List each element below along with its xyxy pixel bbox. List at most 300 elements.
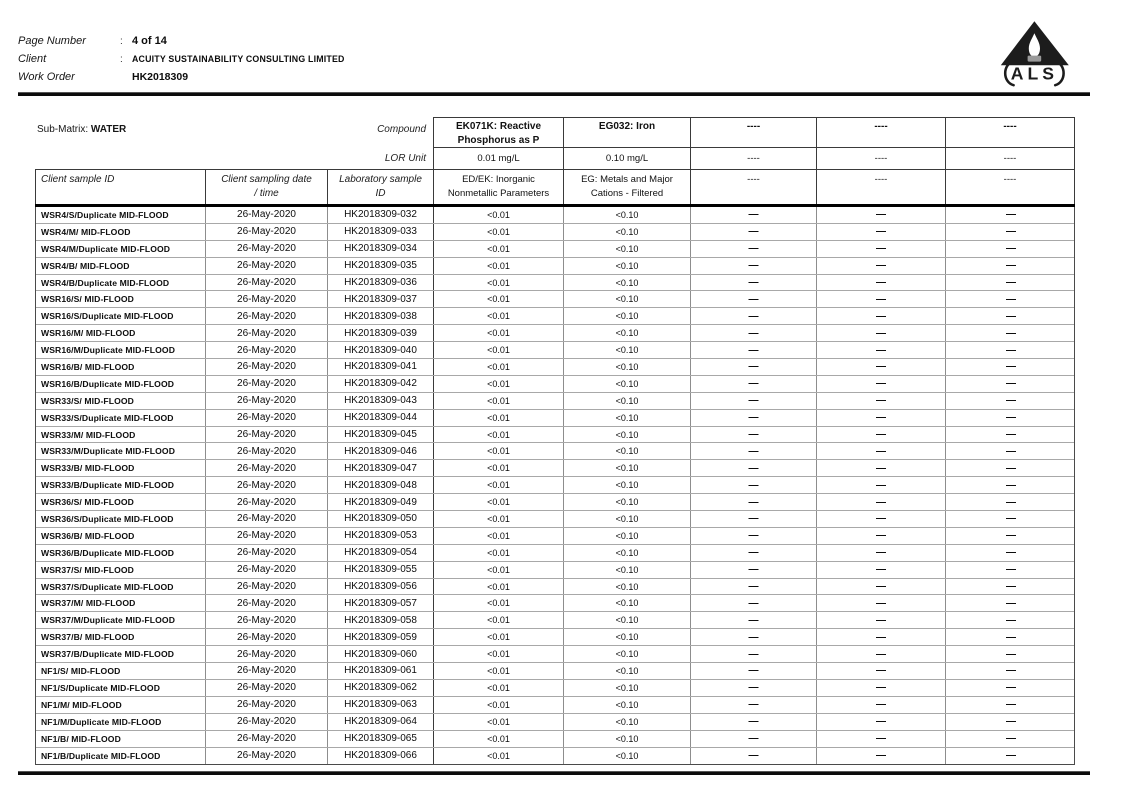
empty-result-cell: — bbox=[1006, 361, 1016, 373]
sample-id-cell: WSR16/M/ MID-FLOOD bbox=[36, 325, 206, 341]
lab-sample-id-header-line2: ID bbox=[375, 188, 386, 199]
sampling-date-cell: 26-May-2020 bbox=[206, 545, 328, 561]
empty-result-cell: — bbox=[817, 427, 946, 443]
iron-result-cell: <0.10 bbox=[564, 275, 691, 291]
empty-result-cell: — bbox=[1006, 530, 1016, 542]
footer-rule bbox=[18, 771, 1090, 775]
sampling-date-cell: 26-May-2020 bbox=[206, 443, 328, 459]
lab-sample-id-header bbox=[328, 170, 434, 204]
table-row bbox=[36, 376, 1074, 393]
client-label: Client bbox=[18, 53, 47, 65]
empty-result-cell: — bbox=[1006, 614, 1016, 626]
sample-id-cell: NF1/S/ MID-FLOOD bbox=[36, 663, 206, 679]
empty-result-cell: — bbox=[691, 629, 817, 645]
table-row bbox=[36, 207, 1074, 224]
iron-result-cell: <0.10 bbox=[564, 748, 691, 765]
table-row bbox=[36, 410, 1074, 427]
lab-sample-id-cell: HK2018309-064 bbox=[328, 714, 434, 730]
lab-sample-id-cell: HK2018309-033 bbox=[328, 224, 434, 240]
empty-result-cell: — bbox=[691, 545, 817, 561]
sample-id-cell: WSR33/M/Duplicate MID-FLOOD bbox=[36, 443, 206, 459]
iron-result-cell: <0.10 bbox=[564, 680, 691, 696]
lor-header-5: ---- bbox=[945, 147, 1075, 169]
sampling-date-cell: 26-May-2020 bbox=[206, 646, 328, 662]
empty-result-cell: — bbox=[691, 697, 817, 713]
empty-result-cell: — bbox=[1006, 209, 1016, 221]
empty-result-cell: — bbox=[1006, 429, 1016, 441]
empty-result-cell: — bbox=[817, 376, 946, 392]
table-row bbox=[36, 443, 1074, 460]
sample-id-cell: NF1/B/ MID-FLOOD bbox=[36, 731, 206, 747]
table-body bbox=[35, 207, 1075, 765]
empty-result-cell: — bbox=[691, 325, 817, 341]
sampling-date-cell: 26-May-2020 bbox=[206, 410, 328, 426]
sample-id-cell: WSR33/S/ MID-FLOOD bbox=[36, 393, 206, 409]
lab-sample-id-cell: HK2018309-065 bbox=[328, 731, 434, 747]
empty-result-cell: — bbox=[691, 275, 817, 291]
empty-result-cell: — bbox=[817, 359, 946, 375]
empty-result-cell: — bbox=[1006, 699, 1016, 711]
sample-id-cell: WSR4/M/ MID-FLOOD bbox=[36, 224, 206, 240]
sub-matrix bbox=[37, 124, 126, 135]
empty-result-cell: — bbox=[691, 224, 817, 240]
method-group-header-5: ---- bbox=[945, 169, 1075, 204]
sample-id-cell: WSR37/M/Duplicate MID-FLOOD bbox=[36, 612, 206, 628]
empty-result-cell: — bbox=[817, 612, 946, 628]
sampling-date-cell: 26-May-2020 bbox=[206, 477, 328, 493]
phosphorus-result-cell: <0.01 bbox=[434, 663, 564, 679]
iron-result-cell: <0.10 bbox=[564, 224, 691, 240]
iron-result-cell: <0.10 bbox=[564, 443, 691, 459]
table-row bbox=[36, 393, 1074, 410]
work-order-label: Work Order bbox=[18, 71, 75, 83]
empty-result-cell: — bbox=[691, 579, 817, 595]
empty-result-cell: — bbox=[817, 545, 946, 561]
lab-sample-id-cell: HK2018309-032 bbox=[328, 207, 434, 223]
iron-result-cell: <0.10 bbox=[564, 359, 691, 375]
lab-sample-id-cell: HK2018309-049 bbox=[328, 494, 434, 510]
table-row bbox=[36, 697, 1074, 714]
table-row bbox=[36, 291, 1074, 308]
table-row bbox=[36, 494, 1074, 511]
lab-sample-id-cell: HK2018309-047 bbox=[328, 460, 434, 476]
client-row bbox=[18, 52, 718, 67]
empty-result-cell: — bbox=[691, 359, 817, 375]
compound-header-3: ---- bbox=[690, 117, 816, 147]
sample-id-cell: WSR4/M/Duplicate MID-FLOOD bbox=[36, 241, 206, 257]
phosphorus-result-cell: <0.01 bbox=[434, 748, 564, 765]
empty-result-cell: — bbox=[691, 562, 817, 578]
lab-sample-id-cell: HK2018309-066 bbox=[328, 748, 434, 765]
empty-result-cell: — bbox=[817, 308, 946, 324]
phosphorus-result-cell: <0.01 bbox=[434, 646, 564, 662]
sample-id-cell: WSR36/S/ MID-FLOOD bbox=[36, 494, 206, 510]
sampling-date-cell: 26-May-2020 bbox=[206, 731, 328, 747]
header-meta-area bbox=[35, 117, 433, 169]
phosphorus-result-cell: <0.01 bbox=[434, 376, 564, 392]
id-column-headers bbox=[35, 169, 433, 204]
empty-result-cell: — bbox=[817, 207, 946, 223]
sample-id-cell: NF1/S/Duplicate MID-FLOOD bbox=[36, 680, 206, 696]
phosphorus-result-cell: <0.01 bbox=[434, 545, 564, 561]
compound-header-2: EG032: Iron bbox=[563, 117, 690, 147]
empty-result-cell: — bbox=[1006, 547, 1016, 559]
phosphorus-result-cell: <0.01 bbox=[434, 342, 564, 358]
phosphorus-result-cell: <0.01 bbox=[434, 714, 564, 730]
compound-header-5: ---- bbox=[945, 117, 1075, 147]
phosphorus-result-cell: <0.01 bbox=[434, 291, 564, 307]
empty-result-cell: — bbox=[1006, 378, 1016, 390]
empty-result-cell: — bbox=[691, 376, 817, 392]
lab-sample-id-cell: HK2018309-060 bbox=[328, 646, 434, 662]
empty-result-cell: — bbox=[817, 258, 946, 274]
lab-sample-id-cell: HK2018309-036 bbox=[328, 275, 434, 291]
empty-result-cell: — bbox=[817, 393, 946, 409]
iron-result-cell: <0.10 bbox=[564, 393, 691, 409]
iron-result-cell: <0.10 bbox=[564, 528, 691, 544]
sampling-date-cell: 26-May-2020 bbox=[206, 376, 328, 392]
sample-id-cell: WSR4/S/Duplicate MID-FLOOD bbox=[36, 207, 206, 223]
phosphorus-result-cell: <0.01 bbox=[434, 443, 564, 459]
empty-result-cell: — bbox=[1006, 243, 1016, 255]
empty-result-cell: — bbox=[817, 562, 946, 578]
empty-result-cell: — bbox=[817, 714, 946, 730]
phosphorus-result-cell: <0.01 bbox=[434, 258, 564, 274]
sampling-date-cell: 26-May-2020 bbox=[206, 258, 328, 274]
lab-sample-id-cell: HK2018309-043 bbox=[328, 393, 434, 409]
sample-id-cell: NF1/M/ MID-FLOOD bbox=[36, 697, 206, 713]
empty-result-cell: — bbox=[691, 241, 817, 257]
als-burner-icon bbox=[1028, 56, 1042, 62]
empty-result-cell: — bbox=[817, 579, 946, 595]
client-sample-id-header-text: Client sample ID bbox=[41, 174, 115, 185]
iron-result-cell: <0.10 bbox=[564, 207, 691, 223]
table-row bbox=[36, 342, 1074, 359]
sample-id-cell: WSR37/M/ MID-FLOOD bbox=[36, 595, 206, 611]
sample-id-cell: WSR16/B/Duplicate MID-FLOOD bbox=[36, 376, 206, 392]
lab-sample-id-cell: HK2018309-035 bbox=[328, 258, 434, 274]
lab-sample-id-cell: HK2018309-048 bbox=[328, 477, 434, 493]
empty-result-cell: — bbox=[691, 258, 817, 274]
empty-result-cell: — bbox=[691, 443, 817, 459]
sampling-date-cell: 26-May-2020 bbox=[206, 595, 328, 611]
separator-colon: : bbox=[120, 54, 123, 65]
empty-result-cell: — bbox=[817, 275, 946, 291]
sampling-date-header-line2: / time bbox=[254, 188, 279, 199]
phosphorus-result-cell: <0.01 bbox=[434, 460, 564, 476]
method-group-header-2: EG: Metals and Major Cations - Filtered bbox=[563, 169, 690, 204]
table-row bbox=[36, 511, 1074, 528]
empty-result-cell: — bbox=[691, 680, 817, 696]
phosphorus-result-cell: <0.01 bbox=[434, 579, 564, 595]
phosphorus-result-cell: <0.01 bbox=[434, 275, 564, 291]
empty-result-cell: — bbox=[817, 460, 946, 476]
table-row bbox=[36, 629, 1074, 646]
sampling-date-cell: 26-May-2020 bbox=[206, 663, 328, 679]
empty-result-cell: — bbox=[1006, 412, 1016, 424]
lab-sample-id-header-line1: Laboratory sample bbox=[339, 174, 422, 185]
phosphorus-result-cell: <0.01 bbox=[434, 697, 564, 713]
lor-header-1: 0.01 mg/L bbox=[433, 147, 563, 169]
als-logo-graphic bbox=[992, 8, 1080, 92]
client-value: ACUITY SUSTAINABILITY CONSULTING LIMITED bbox=[132, 54, 345, 64]
empty-result-cell: — bbox=[817, 663, 946, 679]
empty-result-cell: — bbox=[1006, 665, 1016, 677]
empty-result-cell: — bbox=[1006, 564, 1016, 576]
sample-id-cell: WSR36/B/ MID-FLOOD bbox=[36, 528, 206, 544]
table-row bbox=[36, 731, 1074, 748]
sampling-date-cell: 26-May-2020 bbox=[206, 579, 328, 595]
phosphorus-result-cell: <0.01 bbox=[434, 359, 564, 375]
empty-result-cell: — bbox=[817, 410, 946, 426]
phosphorus-result-cell: <0.01 bbox=[434, 427, 564, 443]
phosphorus-result-cell: <0.01 bbox=[434, 410, 564, 426]
phosphorus-result-cell: <0.01 bbox=[434, 511, 564, 527]
lab-sample-id-cell: HK2018309-053 bbox=[328, 528, 434, 544]
table-row bbox=[36, 579, 1074, 596]
phosphorus-result-cell: <0.01 bbox=[434, 207, 564, 223]
empty-result-cell: — bbox=[691, 494, 817, 510]
phosphorus-result-cell: <0.01 bbox=[434, 325, 564, 341]
lor-header-2: 0.10 mg/L bbox=[563, 147, 690, 169]
table-row bbox=[36, 427, 1074, 444]
lab-sample-id-cell: HK2018309-055 bbox=[328, 562, 434, 578]
table-row bbox=[36, 595, 1074, 612]
sampling-date-cell: 26-May-2020 bbox=[206, 275, 328, 291]
empty-result-cell: — bbox=[817, 528, 946, 544]
table-row bbox=[36, 325, 1074, 342]
phosphorus-result-cell: <0.01 bbox=[434, 494, 564, 510]
separator-colon: : bbox=[120, 36, 123, 47]
iron-result-cell: <0.10 bbox=[564, 410, 691, 426]
sampling-date-cell: 26-May-2020 bbox=[206, 714, 328, 730]
table-row bbox=[36, 258, 1074, 275]
sub-matrix-label: Sub-Matrix: bbox=[37, 124, 89, 135]
phosphorus-result-cell: <0.01 bbox=[434, 595, 564, 611]
empty-result-cell: — bbox=[817, 443, 946, 459]
iron-result-cell: <0.10 bbox=[564, 376, 691, 392]
sampling-date-cell: 26-May-2020 bbox=[206, 241, 328, 257]
lor-header-3: ---- bbox=[690, 147, 816, 169]
sample-id-cell: WSR36/S/Duplicate MID-FLOOD bbox=[36, 511, 206, 527]
empty-result-cell: — bbox=[691, 595, 817, 611]
phosphorus-result-cell: <0.01 bbox=[434, 393, 564, 409]
iron-result-cell: <0.10 bbox=[564, 545, 691, 561]
iron-result-cell: <0.10 bbox=[564, 477, 691, 493]
lab-sample-id-cell: HK2018309-061 bbox=[328, 663, 434, 679]
sample-id-cell: WSR16/B/ MID-FLOOD bbox=[36, 359, 206, 375]
phosphorus-result-cell: <0.01 bbox=[434, 680, 564, 696]
phosphorus-result-cell: <0.01 bbox=[434, 224, 564, 240]
empty-result-cell: — bbox=[817, 697, 946, 713]
sampling-date-cell: 26-May-2020 bbox=[206, 748, 328, 765]
page-number-row bbox=[18, 34, 718, 49]
empty-result-cell: — bbox=[1006, 260, 1016, 272]
empty-result-cell: — bbox=[1006, 716, 1016, 728]
lab-sample-id-cell: HK2018309-040 bbox=[328, 342, 434, 358]
table-row bbox=[36, 275, 1074, 292]
empty-result-cell: — bbox=[691, 511, 817, 527]
lab-sample-id-cell: HK2018309-054 bbox=[328, 545, 434, 561]
lor-unit-row-label: LOR Unit bbox=[384, 153, 426, 164]
sample-id-cell: WSR4/B/Duplicate MID-FLOOD bbox=[36, 275, 206, 291]
lab-sample-id-cell: HK2018309-059 bbox=[328, 629, 434, 645]
empty-result-cell: — bbox=[691, 207, 817, 223]
lab-sample-id-cell: HK2018309-044 bbox=[328, 410, 434, 426]
empty-result-cell: — bbox=[1006, 597, 1016, 609]
empty-result-cell: — bbox=[691, 714, 817, 730]
document-header bbox=[18, 34, 718, 87]
sampling-date-cell: 26-May-2020 bbox=[206, 207, 328, 223]
client-sample-id-header bbox=[36, 170, 206, 204]
sampling-date-cell: 26-May-2020 bbox=[206, 325, 328, 341]
header-rule bbox=[18, 92, 1090, 96]
empty-result-cell: — bbox=[1006, 327, 1016, 339]
empty-result-cell: — bbox=[1006, 395, 1016, 407]
sample-id-cell: WSR33/S/Duplicate MID-FLOOD bbox=[36, 410, 206, 426]
iron-result-cell: <0.10 bbox=[564, 612, 691, 628]
table-row bbox=[36, 308, 1074, 325]
sampling-date-cell: 26-May-2020 bbox=[206, 680, 328, 696]
sample-id-cell: WSR16/S/Duplicate MID-FLOOD bbox=[36, 308, 206, 324]
empty-result-cell: — bbox=[817, 646, 946, 662]
empty-result-cell: — bbox=[817, 224, 946, 240]
empty-result-cell: — bbox=[691, 460, 817, 476]
empty-result-cell: — bbox=[817, 291, 946, 307]
sampling-date-cell: 26-May-2020 bbox=[206, 460, 328, 476]
iron-result-cell: <0.10 bbox=[564, 731, 691, 747]
iron-result-cell: <0.10 bbox=[564, 629, 691, 645]
iron-result-cell: <0.10 bbox=[564, 595, 691, 611]
empty-result-cell: — bbox=[1006, 226, 1016, 238]
empty-result-cell: — bbox=[1006, 513, 1016, 525]
empty-result-cell: — bbox=[817, 325, 946, 341]
als-logo bbox=[992, 8, 1080, 92]
empty-result-cell: — bbox=[1006, 750, 1016, 762]
sample-id-cell: WSR4/B/ MID-FLOOD bbox=[36, 258, 206, 274]
empty-result-cell: — bbox=[691, 477, 817, 493]
page-number-label: Page Number bbox=[18, 35, 86, 47]
table-row bbox=[36, 646, 1074, 663]
empty-result-cell: — bbox=[691, 731, 817, 747]
iron-result-cell: <0.10 bbox=[564, 494, 691, 510]
empty-result-cell: — bbox=[1006, 310, 1016, 322]
empty-result-cell: — bbox=[817, 241, 946, 257]
sampling-date-cell: 26-May-2020 bbox=[206, 528, 328, 544]
iron-result-cell: <0.10 bbox=[564, 308, 691, 324]
table-row bbox=[36, 545, 1074, 562]
phosphorus-result-cell: <0.01 bbox=[434, 562, 564, 578]
empty-result-cell: — bbox=[691, 612, 817, 628]
iron-result-cell: <0.10 bbox=[564, 646, 691, 662]
empty-result-cell: — bbox=[1006, 631, 1016, 643]
empty-result-cell: — bbox=[1006, 733, 1016, 745]
sample-id-cell: WSR16/M/Duplicate MID-FLOOD bbox=[36, 342, 206, 358]
iron-result-cell: <0.10 bbox=[564, 258, 691, 274]
sampling-date-cell: 26-May-2020 bbox=[206, 629, 328, 645]
compound-header-4: ---- bbox=[816, 117, 945, 147]
method-group-header-3: ---- bbox=[690, 169, 816, 204]
empty-result-cell: — bbox=[817, 629, 946, 645]
empty-result-cell: — bbox=[817, 342, 946, 358]
compound-row-label: Compound bbox=[377, 124, 426, 135]
table-row bbox=[36, 663, 1074, 680]
sampling-date-header bbox=[206, 170, 328, 204]
iron-result-cell: <0.10 bbox=[564, 342, 691, 358]
lab-sample-id-cell: HK2018309-037 bbox=[328, 291, 434, 307]
empty-result-cell: — bbox=[691, 342, 817, 358]
empty-result-cell: — bbox=[1006, 648, 1016, 660]
empty-result-cell: — bbox=[817, 748, 946, 765]
sampling-date-cell: 26-May-2020 bbox=[206, 393, 328, 409]
table-row bbox=[36, 477, 1074, 494]
sample-id-cell: NF1/B/Duplicate MID-FLOOD bbox=[36, 748, 206, 765]
table-row bbox=[36, 460, 1074, 477]
empty-result-cell: — bbox=[691, 308, 817, 324]
sampling-date-cell: 26-May-2020 bbox=[206, 562, 328, 578]
empty-result-cell: — bbox=[1006, 581, 1016, 593]
sample-id-cell: WSR37/B/ MID-FLOOD bbox=[36, 629, 206, 645]
table-row bbox=[36, 359, 1074, 376]
sample-id-cell: NF1/M/Duplicate MID-FLOOD bbox=[36, 714, 206, 730]
phosphorus-result-cell: <0.01 bbox=[434, 308, 564, 324]
table-row bbox=[36, 562, 1074, 579]
empty-result-cell: — bbox=[691, 427, 817, 443]
empty-result-cell: — bbox=[691, 748, 817, 765]
sample-id-cell: WSR37/S/Duplicate MID-FLOOD bbox=[36, 579, 206, 595]
phosphorus-result-cell: <0.01 bbox=[434, 241, 564, 257]
iron-result-cell: <0.10 bbox=[564, 579, 691, 595]
iron-result-cell: <0.10 bbox=[564, 427, 691, 443]
empty-result-cell: — bbox=[817, 477, 946, 493]
als-logo-text: ALS bbox=[1010, 63, 1058, 84]
empty-result-cell: — bbox=[691, 291, 817, 307]
sampling-date-cell: 26-May-2020 bbox=[206, 494, 328, 510]
iron-result-cell: <0.10 bbox=[564, 714, 691, 730]
sampling-date-cell: 26-May-2020 bbox=[206, 427, 328, 443]
lab-sample-id-cell: HK2018309-045 bbox=[328, 427, 434, 443]
sampling-date-cell: 26-May-2020 bbox=[206, 308, 328, 324]
sample-id-cell: WSR33/M/ MID-FLOOD bbox=[36, 427, 206, 443]
phosphorus-result-cell: <0.01 bbox=[434, 629, 564, 645]
empty-result-cell: — bbox=[1006, 496, 1016, 508]
sample-id-cell: WSR37/B/Duplicate MID-FLOOD bbox=[36, 646, 206, 662]
sample-id-cell: WSR33/B/ MID-FLOOD bbox=[36, 460, 206, 476]
lab-sample-id-cell: HK2018309-046 bbox=[328, 443, 434, 459]
table-row bbox=[36, 714, 1074, 731]
empty-result-cell: — bbox=[817, 680, 946, 696]
phosphorus-result-cell: <0.01 bbox=[434, 731, 564, 747]
work-order-value: HK2018309 bbox=[132, 71, 189, 83]
empty-result-cell: — bbox=[817, 731, 946, 747]
lab-sample-id-cell: HK2018309-058 bbox=[328, 612, 434, 628]
lab-sample-id-cell: HK2018309-056 bbox=[328, 579, 434, 595]
empty-result-cell: — bbox=[691, 646, 817, 662]
empty-result-cell: — bbox=[691, 410, 817, 426]
empty-result-cell: — bbox=[691, 663, 817, 679]
lab-sample-id-cell: HK2018309-038 bbox=[328, 308, 434, 324]
empty-result-cell: — bbox=[817, 595, 946, 611]
phosphorus-result-cell: <0.01 bbox=[434, 612, 564, 628]
sampling-date-cell: 26-May-2020 bbox=[206, 342, 328, 358]
empty-result-cell: — bbox=[1006, 479, 1016, 491]
lab-sample-id-cell: HK2018309-062 bbox=[328, 680, 434, 696]
empty-result-cell: — bbox=[1006, 277, 1016, 288]
empty-result-cell: — bbox=[817, 511, 946, 527]
lab-sample-id-cell: HK2018309-063 bbox=[328, 697, 434, 713]
iron-result-cell: <0.10 bbox=[564, 511, 691, 527]
iron-result-cell: <0.10 bbox=[564, 663, 691, 679]
